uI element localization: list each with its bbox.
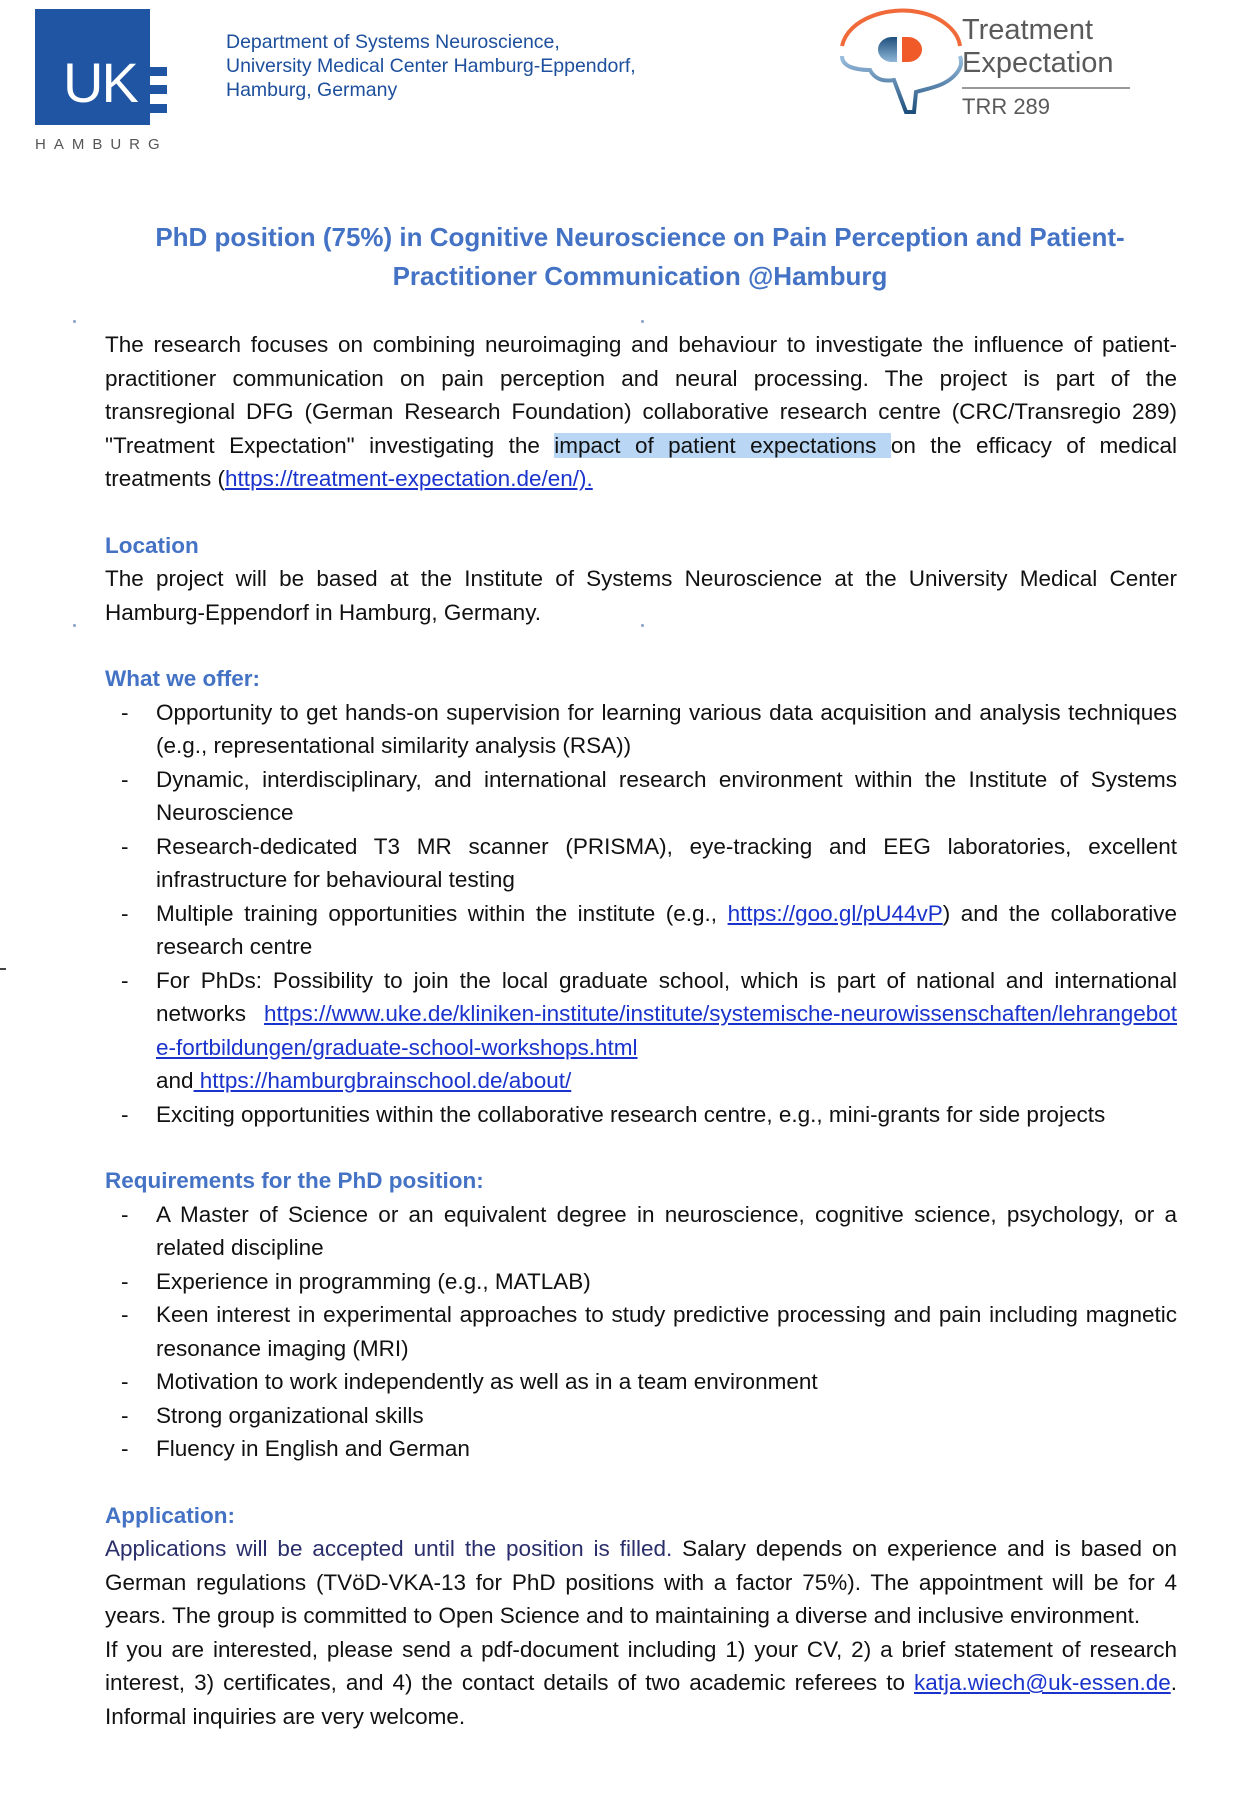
list-item: - Motivation to work independently as well as in a team environment bbox=[105, 1365, 1177, 1399]
list-item-text: and bbox=[156, 1068, 194, 1093]
list-item: - Opportunity to get hands-on supervision for learning various data acquisition and analysis techniques (e.g., representational similarity analysis (RSA)) bbox=[105, 696, 1177, 763]
list-item-continuation bbox=[105, 1064, 1177, 1098]
closing-text: . Informal inquiries are very welcome. bbox=[105, 1670, 1177, 1729]
artifact-dash bbox=[0, 968, 6, 970]
offer-list bbox=[105, 696, 1177, 1132]
artifact-dot bbox=[73, 320, 76, 323]
section-heading-what-we-offer: What we offer: bbox=[105, 666, 260, 691]
list-item: - Research-dedicated T3 MR scanner (PRISMA), eye-tracking and EEG laboratories, excellent infrastructure for behavioural testing bbox=[105, 830, 1177, 897]
section-heading-location: Location bbox=[105, 532, 199, 558]
uke-logo-text: UK bbox=[63, 51, 137, 114]
document-body bbox=[105, 328, 1177, 1733]
list-item bbox=[105, 964, 1177, 1065]
artifact-dot bbox=[641, 320, 644, 323]
intro-text: The research focuses on combining neuroimaging and behaviour to investigate the influence of patient-practitioner communication on pain perception and neural processing. The project is part of the transregional DFG (German Research Foundation) collaborative research centre (CRC/Transregio 289) "Treatment Expectation" investigating the bbox=[105, 332, 1177, 458]
list-item: - Fluency in English and German bbox=[105, 1432, 1177, 1466]
section-heading-requirements: Requirements for the PhD position: bbox=[105, 1168, 484, 1193]
page-title-line: Practitioner Communication @Hamburg bbox=[392, 261, 888, 291]
list-item: - Experience in programming (e.g., MATLAB) bbox=[105, 1265, 1177, 1299]
treatment-expectation-brain-pill-icon bbox=[820, 4, 965, 119]
uke-logo-e-mark bbox=[150, 67, 167, 113]
list-item-text: ) and the collaborative research centre bbox=[156, 900, 1177, 959]
list-item: - Keen interest in experimental approaches to study predictive processing and pain including magnetic resonance imaging (MRI) bbox=[105, 1298, 1177, 1365]
te-logo-subtitle: TRR 289 bbox=[962, 94, 1051, 119]
salary-text: Salary depends on experience and is based on German regulations (TVöD-VKA-13 for PhD positions with a factor 75%). The appointment will be for 4 years. The group is committed to Open Science and to maintaining a diverse and inclusive environment. bbox=[105, 1536, 1177, 1628]
requirements-list bbox=[105, 1198, 1177, 1466]
treatment-expectation-link[interactable]: https://treatment-expectation.de/en/). bbox=[225, 466, 593, 491]
selected-text-highlight[interactable]: impact of patient expectations bbox=[554, 432, 891, 458]
training-opportunities-link[interactable]: https://goo.gl/pU44vP bbox=[727, 900, 943, 926]
application-paragraph bbox=[105, 1532, 1177, 1633]
department-address bbox=[226, 30, 636, 102]
te-logo-divider bbox=[962, 87, 1130, 89]
list-item bbox=[105, 897, 1177, 964]
uke-logo bbox=[35, 9, 167, 125]
treatment-expectation-logo-text bbox=[962, 14, 1114, 80]
uke-logo-city: HAMBURG bbox=[35, 136, 168, 153]
hamburg-brain-school-link[interactable]: https://hamburgbrainschool.de/about/ bbox=[193, 1068, 572, 1093]
application-deadline-text: Applications will be accepted until the position is filled. bbox=[105, 1536, 673, 1561]
intro-paragraph bbox=[105, 328, 1177, 496]
instructions-text: If you are interested, please send a pdf-document including 1) your CV, 2) a brief statement of research interest, 3) certificates, and 4) the contact details of two academic referees to bbox=[105, 1636, 1177, 1695]
list-item-text: Multiple training opportunities within the institute (e.g., bbox=[156, 900, 728, 926]
list-item: - Exciting opportunities within the collaborative research centre, e.g., mini-grants for side projects bbox=[105, 1098, 1177, 1132]
location-paragraph: The project will be based at the Institute of Systems Neuroscience at the University Medical Center Hamburg-Eppendorf in Hamburg, Germany. bbox=[105, 566, 1177, 625]
list-item-text: For PhDs: Possibility to join the local graduate school, which is part of national and international networks bbox=[156, 967, 1177, 1026]
contact-email-link[interactable]: katja.wiech@uk-essen.de bbox=[914, 1670, 1171, 1695]
graduate-school-link[interactable]: https://www.uke.de/kliniken-institute/institute/systemische-neurowissenschaften/lehrangebote-fortbildungen/graduate-school-workshops.html bbox=[156, 1001, 1177, 1060]
list-item: - Dynamic, interdisciplinary, and international research environment within the Institute of Systems Neuroscience bbox=[105, 763, 1177, 830]
intro-text: on the efficacy of medical treatments ( bbox=[105, 432, 1177, 491]
list-item: - Strong organizational skills bbox=[105, 1399, 1177, 1433]
application-instructions bbox=[105, 1633, 1177, 1734]
te-logo-line1: Treatment bbox=[962, 14, 1094, 46]
section-heading-application: Application: bbox=[105, 1502, 235, 1528]
page-title bbox=[90, 218, 1190, 296]
department-line: University Medical Center Hamburg-Eppendorf, bbox=[226, 55, 636, 77]
department-line: Department of Systems Neuroscience, bbox=[226, 31, 560, 53]
list-item: - A Master of Science or an equivalent degree in neuroscience, cognitive science, psychology, or a related discipline bbox=[105, 1198, 1177, 1265]
te-logo-line2: Expectation bbox=[962, 47, 1114, 79]
artifact-dot bbox=[73, 624, 76, 627]
department-line: Hamburg, Germany bbox=[226, 79, 398, 101]
page-title-line: PhD position (75%) in Cognitive Neuroscience on Pain Perception and Patient- bbox=[155, 222, 1125, 252]
